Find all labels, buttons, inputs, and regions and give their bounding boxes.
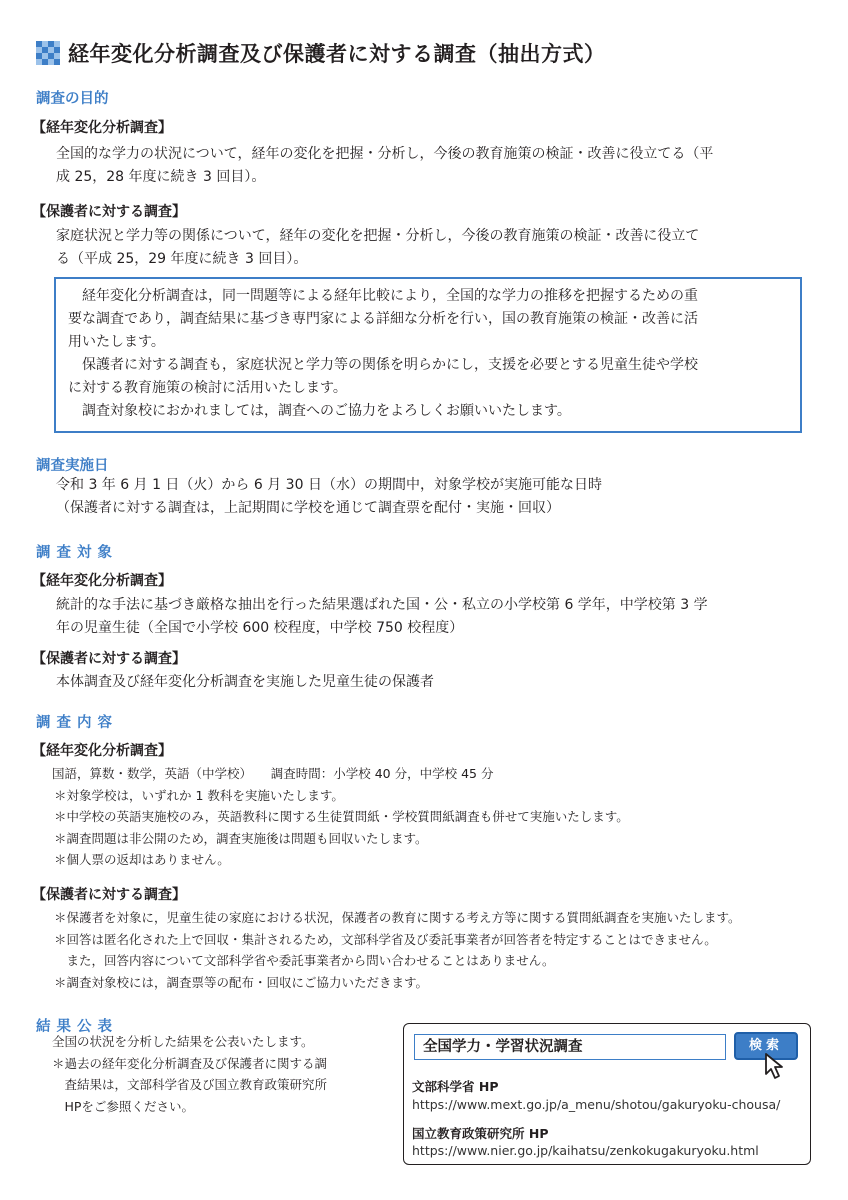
mext-label: 文部科学省 HP bbox=[412, 1079, 499, 1094]
target-heading: 調査対象 bbox=[36, 545, 118, 561]
note-line: また，回答内容について文部科学省や委託事業者から問い合わせることはありません。 bbox=[54, 953, 555, 968]
purpose-text-2 bbox=[56, 225, 699, 271]
note-line: ＊調査問題は非公開のため，調査実施後は問題も回収いたします。 bbox=[54, 830, 428, 846]
content-text-1 bbox=[52, 763, 629, 871]
mext-link[interactable]: https://www.mext.go.jp/a_menu/shotou/gakuryoku-chousa/ bbox=[412, 1097, 781, 1112]
results-text bbox=[52, 1031, 327, 1117]
nier-label: 国立教育政策研究所 HP bbox=[412, 1126, 549, 1141]
schedule-heading: 調査実施日 bbox=[36, 458, 109, 474]
purpose-text-1 bbox=[56, 143, 713, 189]
text-line: る（平成 25，29 年度に続き 3 回目）。 bbox=[56, 251, 308, 267]
target-sub-2: 【保護者に対する調査】 bbox=[32, 651, 186, 667]
target-text-1 bbox=[56, 594, 708, 640]
notice-line: 調査対象校におかれましては，調査へのご協力をよろしくお願いいたします。 bbox=[82, 403, 571, 419]
text-line: （保護者に対する調査は，上記期間に学校を通じて調査票を配付・実施・回収） bbox=[56, 500, 560, 516]
note-line: 査結果は，文部科学省及び国立教育政策研究所 bbox=[52, 1077, 328, 1092]
note-line: ＊対象学校は，いずれか 1 教科を実施いたします。 bbox=[54, 787, 344, 803]
note-line: ＊中学校の英語実施校のみ，英語教科に関する生徒質問紙・学校質問紙調査も併せて実施いたします。 bbox=[54, 809, 629, 824]
content-heading: 調査内容 bbox=[36, 715, 118, 731]
note-line: HPをご参照ください。 bbox=[52, 1098, 194, 1114]
note-line: ＊調査対象校には，調査票等の配布・回収にご協力いただきます。 bbox=[54, 974, 429, 990]
pointer-cursor-icon bbox=[760, 1050, 788, 1082]
purpose-heading: 調査の目的 bbox=[36, 91, 109, 107]
nier-link[interactable]: https://www.nier.go.jp/kaihatsu/zenkokugakuryoku.html bbox=[412, 1143, 759, 1158]
results-heading: 結果公表 bbox=[36, 1019, 118, 1035]
notice-box bbox=[54, 277, 802, 433]
search-button[interactable]: 検索 bbox=[734, 1032, 798, 1060]
content-sub-1: 【経年変化分析調査】 bbox=[32, 743, 172, 759]
notice-line: に対する教育施策の検討に活用いたします。 bbox=[68, 380, 347, 396]
checker-square-icon bbox=[36, 41, 60, 65]
search-card bbox=[403, 1023, 811, 1165]
page-header bbox=[36, 38, 606, 68]
schedule-text bbox=[56, 474, 602, 520]
target-sub-1: 【経年変化分析調査】 bbox=[32, 573, 172, 589]
text-line: 国語，算数・数学，英語（中学校） 調査時間：小学校 40 分，中学校 45 分 bbox=[52, 766, 494, 781]
text-line: 全国的な学力の状況について，経年の変化を把握・分析し，今後の教育施策の検証・改善に役立てる（平 bbox=[56, 146, 714, 162]
notice-line: 要な調査であり，調査結果に基づき専門家による詳細な分析を行い，国の教育施策の検証・改善に活 bbox=[68, 311, 698, 327]
target-text-2 bbox=[56, 671, 434, 694]
note-line: ＊個人票の返却はありません。 bbox=[54, 852, 230, 867]
text-line: 全国の状況を分析した結果を公表いたします。 bbox=[52, 1034, 314, 1049]
content-text-2 bbox=[54, 907, 741, 993]
notice-line: 保護者に対する調査も，家庭状況と学力等の関係を明らかにし，支援を必要とする児童生徒や学校 bbox=[82, 357, 698, 373]
notice-line: 経年変化分析調査は，同一問題等による経年比較により，全国的な学力の推移を把握するための重 bbox=[82, 288, 698, 304]
note-line: ＊保護者を対象に，児童生徒の家庭における状況，保護者の教育に関する考え方等に関する質問紙調査を実施いたします。 bbox=[54, 910, 741, 925]
text-line: 統計的な手法に基づき厳格な抽出を行った結果選ばれた国・公・私立の小学校第 6 学年，中学校第 3 学 bbox=[56, 597, 708, 613]
purpose-sub-1: 【経年変化分析調査】 bbox=[32, 120, 172, 136]
text-line: 成 25，28 年度に続き 3 回目）。 bbox=[56, 169, 266, 185]
text-line: 令和 3 年 6 月 1 日（火）から 6 月 30 日（水）の期間中，対象学校が実施可能な日時 bbox=[56, 477, 602, 493]
purpose-sub-2: 【保護者に対する調査】 bbox=[32, 204, 186, 220]
note-line: ＊回答は匿名化された上で回収・集計されるため，文部科学省及び委託事業者が回答者を特定することはできません。 bbox=[54, 931, 717, 947]
text-line: 年の児童生徒（全国で小学校 600 校程度，中学校 750 校程度） bbox=[56, 620, 464, 636]
page-title: 経年変化分析調査及び保護者に対する調査（抽出方式） bbox=[68, 42, 606, 66]
text-line: 家庭状況と学力等の関係について，経年の変化を把握・分析し，今後の教育施策の検証・改善に役立て bbox=[56, 228, 700, 244]
notice-line: 用いたします。 bbox=[68, 334, 165, 350]
content-sub-2: 【保護者に対する調査】 bbox=[32, 887, 186, 903]
note-line: ＊過去の経年変化分析調査及び保護者に関する調 bbox=[52, 1055, 328, 1071]
text-line: 本体調査及び経年変化分析調査を実施した児童生徒の保護者 bbox=[56, 674, 434, 690]
search-input[interactable]: 全国学力・学習状況調査 bbox=[414, 1034, 726, 1060]
